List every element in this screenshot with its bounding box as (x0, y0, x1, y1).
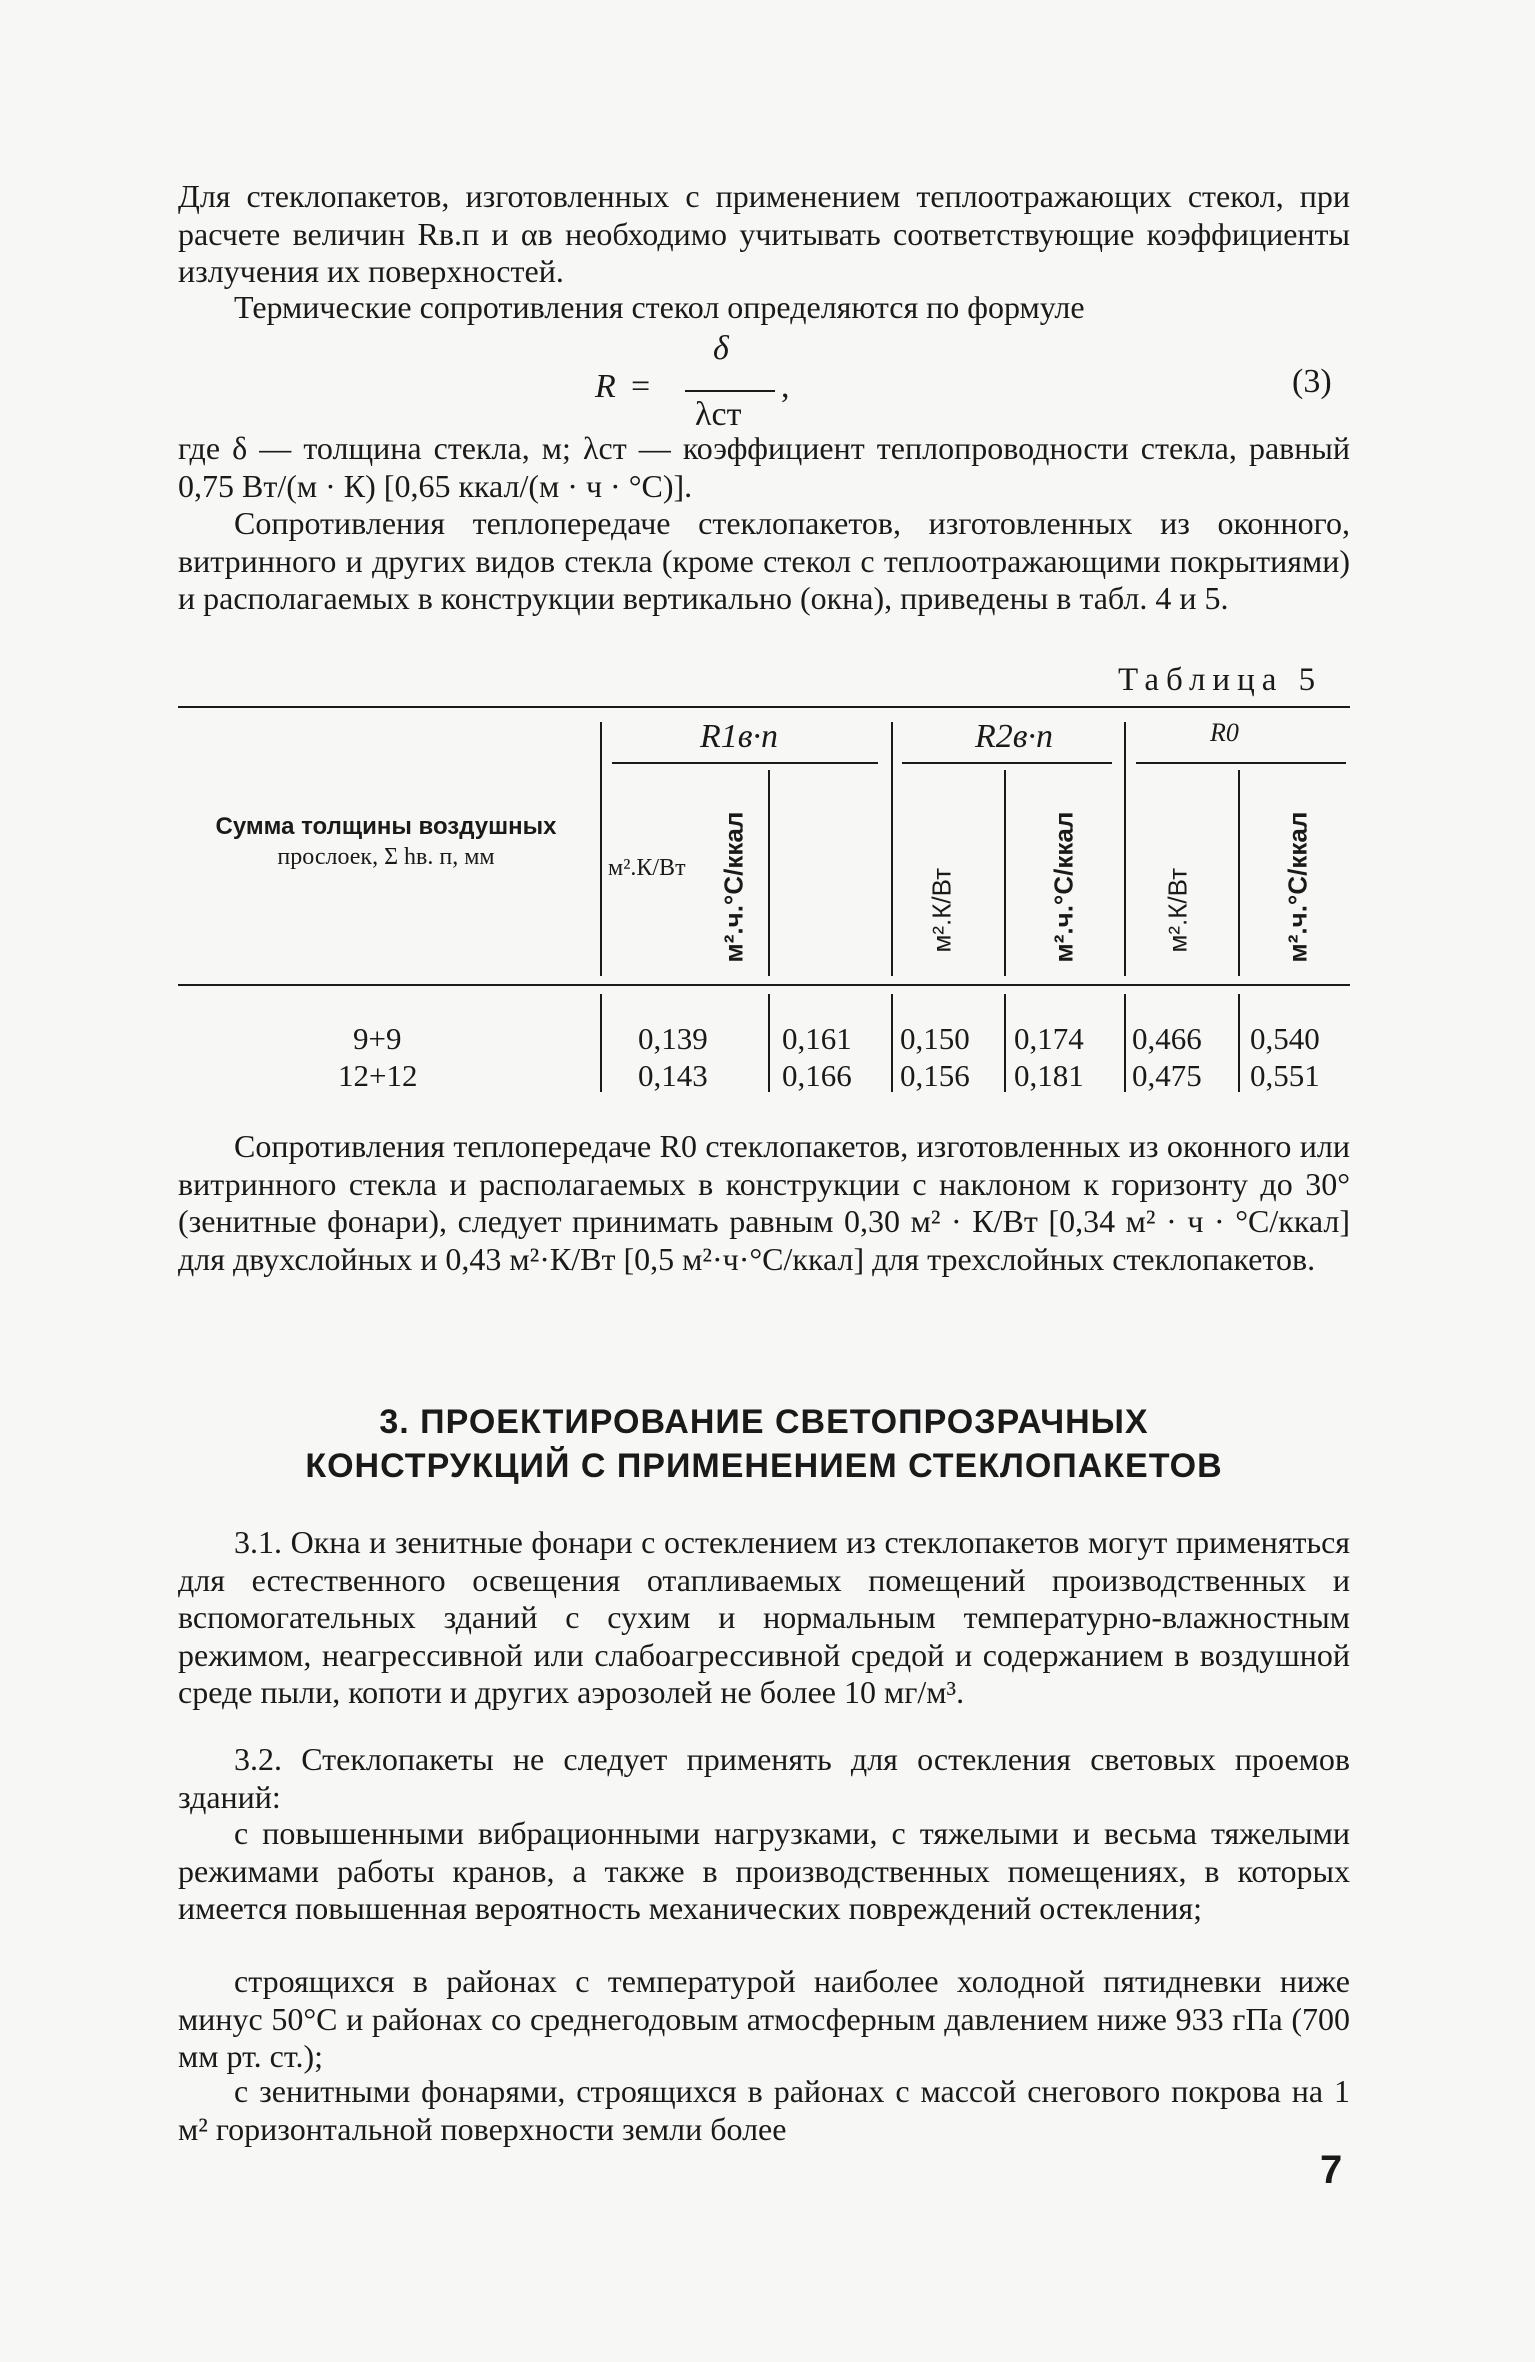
table-cell: 0,540 (1250, 1021, 1320, 1056)
unit-header-vertical: м².ч.°С/ккал (1048, 811, 1079, 963)
table-cell: 0,551 (1250, 1058, 1320, 1093)
formula-denominator: λст (695, 396, 742, 433)
fraction-bar (685, 390, 775, 392)
unit-header-vertical: м².ч.°С/ккал (718, 811, 749, 963)
unit-header-vertical: м².К/Вт (1162, 867, 1193, 953)
table-cell: 0,475 (1132, 1058, 1202, 1093)
page-number: 7 (1320, 2148, 1343, 2192)
table-cell: 0,161 (782, 1021, 852, 1056)
paragraph-formula-lead: Термические сопротивления стекол определяются по формуле (234, 289, 1085, 325)
formula-comma: , (781, 368, 790, 405)
group-header-r1: R1в·п (700, 718, 779, 755)
table-cell: 0,181 (1014, 1058, 1084, 1093)
row-label: 9+9 (353, 1021, 402, 1056)
paragraph-cold-regions: строящихся в районах с температурой наиболее холодной пятидневки ниже минус 50°С и районах со среднегодовым атмосферным давлением ниже 933 гПа (700 мм рт. ст.); (178, 1963, 1350, 2074)
paragraph-snow: с зенитными фонарями, строящихся в районах с массой снегового покрова на 1 м² горизонтальной поверхности земли более (178, 2073, 1350, 2147)
paragraph-3-1: 3.1. Окна и зенитные фонари с остеклением из стеклопакетов могут применяться для естественного освещения отапливаемых помещений производственных и вспомогательных зданий с сухим и нормальным температурно-влажностным режимом, неагрессивной или слабоагрессивной средой и содержанием в воздушной среде пыли, копоти и других аэрозолей не более 10 мг/м³. (178, 1524, 1350, 1710)
formula-lhs: R (595, 368, 616, 405)
paragraph-where: где δ — толщина стекла, м; λст — коэффициент теплопроводности стекла, равный 0,75 Вт/(м · К) [0,65 ккал/(м · ч · °С)]. (178, 430, 1350, 504)
table-top-rule (178, 706, 1350, 708)
row-label: 12+12 (338, 1058, 418, 1093)
table-caption: Таблица 5 (1118, 662, 1323, 698)
paragraph-resistance-vertical: Сопротивления теплопередаче стеклопакетов, изготовленных из оконного, витринного и других видов стекла (кроме стекол с теплоотражающими покрытиями) и располагаемых в конструкции вертикально (окна), приведены в табл. 4 и 5. (178, 505, 1350, 616)
group-header-r0: R0 (1210, 718, 1239, 747)
paragraph-vibration: с повышенными вибрационными нагрузками, с тяжелыми и весьма тяжелыми режимами работы кранов, а также в производственных помещениях, в которых имеется повышенная вероятность механических повреждений остекления; (178, 1815, 1350, 1926)
unit-header-vertical: м².ч.°С/ккал (1282, 811, 1313, 963)
table-cell: 0,150 (900, 1021, 970, 1056)
paragraph-zenith-lights: Сопротивления теплопередаче R0 стеклопакетов, изготовленных из оконного или витринного стекла и располагаемых в конструкции с наклоном к горизонту до 30° (зенитные фонари), следует принимать равным 0,30 м² · К/Вт [0,34 м² · ч · °С/ккал] для двухслойных и 0,43 м²·К/Вт [0,5 м²·ч·°С/ккал] для трехслойных стеклопакетов. (178, 1128, 1350, 1277)
table-header-rule (178, 984, 1350, 986)
table-cell: 0,174 (1014, 1021, 1084, 1056)
formula-numerator: δ (713, 330, 729, 367)
table-cell: 0,466 (1132, 1021, 1202, 1056)
formula-equals: = (631, 368, 651, 405)
table-stub-header: Сумма толщины воздушных прослоек, Σ hв. п, мм (215, 813, 557, 870)
table-cell: 0,166 (782, 1058, 852, 1093)
paragraph-3-2: 3.2. Стеклопакеты не следует применять для остекления световых проемов зданий: (178, 1741, 1350, 1815)
group-header-r2: R2в·п (975, 718, 1054, 755)
table-cell: 0,139 (638, 1021, 708, 1056)
table-cell: 0,143 (638, 1058, 708, 1093)
unit-header: м².К/Вт (608, 855, 686, 881)
unit-header-vertical: м².К/Вт (926, 867, 957, 953)
equation-number: (3) (1292, 363, 1332, 400)
section-heading: 3. ПРОЕКТИРОВАНИЕ СВЕТОПРОЗРАЧНЫХ КОНСТРУКЦИЙ С ПРИМЕНЕНИЕМ СТЕКЛОПАКЕТОВ (305, 1403, 1223, 1485)
table-cell: 0,156 (900, 1058, 970, 1093)
paragraph-intro: Для стеклопакетов, изготовленных с применением теплоотражающих стекол, при расчете величин Rв.п и αв необходимо учитывать соответствующие коэффициенты излучения их поверхностей. (178, 178, 1350, 289)
